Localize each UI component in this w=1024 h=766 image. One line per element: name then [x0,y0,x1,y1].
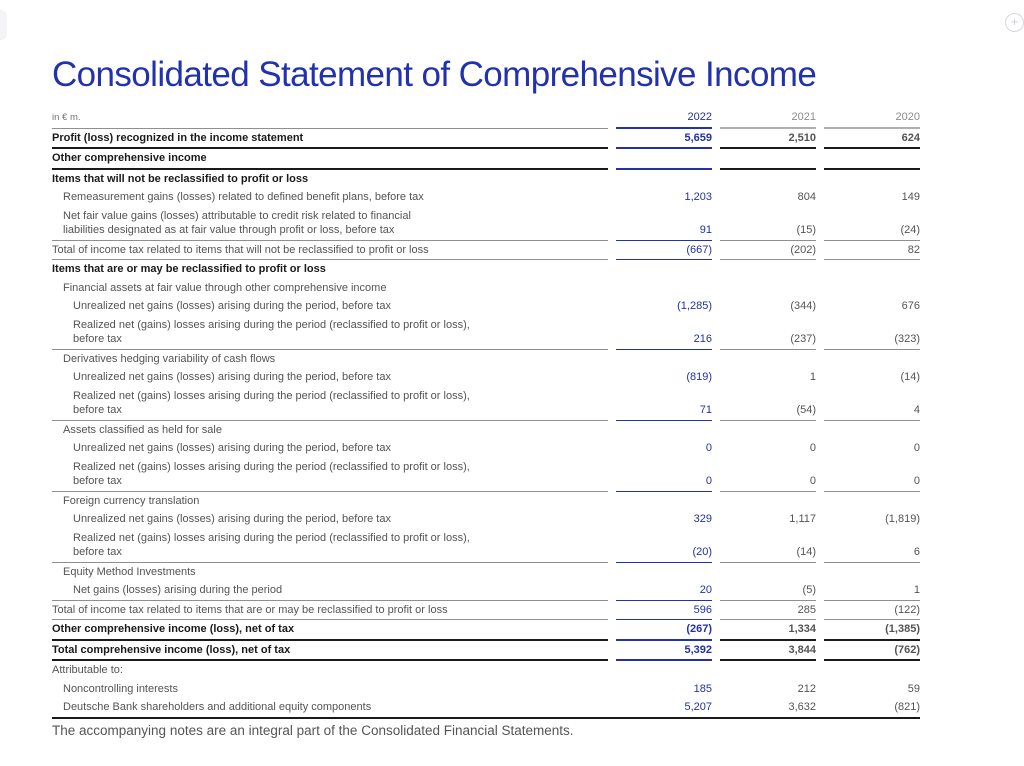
table-row [52,620,920,641]
row-label: Other comprehensive income [52,149,608,170]
table-row [52,350,920,369]
value-2021: (237) [720,330,816,350]
value-2021 [720,661,816,680]
row-label: Realized net (gains) losses arising during the period (reclassified to profit or loss), before tax [52,387,608,421]
row-label: Realized net (gains) losses arising during the period (reclassified to profit or loss), before tax [52,458,608,492]
value-2022: 71 [616,401,712,421]
table-row [52,661,920,680]
value-2020: 4 [824,401,920,421]
table-row [52,601,920,621]
table-row [52,421,920,440]
value-2020: 0 [824,472,920,492]
table-row [52,458,920,492]
value-2020 [824,563,920,582]
value-2020 [824,421,920,440]
value-2022: 596 [616,601,712,621]
value-2022: (267) [616,620,712,641]
value-2020 [824,170,920,189]
value-2021: (54) [720,401,816,421]
row-label: Profit (loss) recognized in the income statement [52,129,608,150]
value-2021 [720,279,816,298]
value-2021: 1 [809,371,816,383]
table-row [52,260,920,279]
value-2022: 5,207 [684,701,712,713]
table-row [52,279,920,298]
value-2022 [616,350,712,369]
value-2020: 1 [824,581,920,601]
row-label: Net gains (losses) arising during the period [52,581,608,601]
value-2020: (24) [824,221,920,241]
row-label: Items that will not be reclassified to profit or loss [52,172,309,185]
table-row [52,188,920,207]
value-2020 [824,279,920,298]
value-2022 [616,563,712,582]
value-2020: (1,819) [885,513,920,525]
page-title: Consolidated Statement of Comprehensive Income [52,55,817,95]
row-label: Unrealized net gains (losses) arising during the period, before tax [73,371,391,383]
table-row [52,563,920,582]
value-2022 [616,170,712,189]
value-2021 [720,421,816,440]
value-2020: 6 [824,543,920,563]
value-2020: 82 [824,241,920,261]
value-2021: 3,844 [720,641,816,662]
value-2021 [720,170,816,189]
table-row [52,387,920,421]
table-body [52,129,920,718]
value-2022: 5,392 [616,641,712,662]
row-label: Remeasurement gains (losses) related to defined benefit plans, before tax [63,191,424,203]
row-label: Unrealized net gains (losses) arising during the period, before tax [73,442,391,454]
value-2021: 285 [720,601,816,621]
value-2021: (5) [720,581,816,601]
zoom-in-icon[interactable]: + [1005,13,1024,32]
table-row [52,581,920,601]
value-2021 [720,260,816,279]
row-label: Total of income tax related to items that are or may be reclassified to profit or loss [52,601,608,621]
value-2022: 185 [693,682,712,695]
value-2021: (14) [720,543,816,563]
row-label: Derivatives hedging variability of cash flows [63,352,276,365]
column-header-2022: 2022 [616,108,712,129]
value-2021: 2,510 [720,129,816,150]
value-2021 [720,350,816,369]
value-2020: 0 [913,442,920,454]
row-label: Noncontrolling interests [63,682,178,695]
value-2021: (202) [720,241,816,261]
table-row [52,129,920,150]
table-row [52,368,920,387]
table-row [52,170,920,189]
column-header-2020: 2020 [824,108,920,129]
value-2020: (821) [894,701,920,713]
value-2020: (762) [824,641,920,662]
value-2020: (14) [900,371,920,383]
value-2022 [616,492,712,511]
row-label: Attributable to: [52,664,123,676]
table-row [52,439,920,458]
value-2020 [824,661,920,680]
table-row [52,680,920,699]
value-2021: (344) [790,300,816,312]
value-2021: 1,334 [720,620,816,641]
value-2021: 3,632 [788,701,816,713]
unit-label: in € m. [52,109,608,129]
value-2020 [824,149,920,170]
row-label: Other comprehensive income (loss), net of tax [52,620,608,641]
value-2020: 59 [907,682,920,695]
row-label: Deutsche Bank shareholders and additional equity components [63,701,372,713]
table-row [52,529,920,563]
table-row [52,510,920,529]
value-2020 [824,350,920,369]
value-2022 [616,260,712,279]
value-2021: 0 [809,442,816,454]
value-2020: 676 [901,300,920,312]
value-2022 [616,149,712,170]
value-2022 [616,421,712,440]
table-row [52,316,920,350]
value-2022: 216 [616,330,712,350]
row-label: Total of income tax related to items that will not be reclassified to profit or loss [52,241,608,261]
page-edge-tab [0,10,7,40]
value-2021: 1,117 [789,513,816,525]
row-label: Assets classified as held for sale [63,423,222,436]
table-row [52,297,920,316]
row-label: Total comprehensive income (loss), net of tax [52,641,608,662]
table-row [52,641,920,662]
row-label: Realized net (gains) losses arising during the period (reclassified to profit or loss), before tax [52,316,608,350]
value-2021: 0 [720,472,816,492]
value-2020: (323) [824,330,920,350]
value-2022: 0 [705,442,712,454]
value-2021: 212 [797,682,816,695]
row-label: Financial assets at fair value through other comprehensive income [63,281,387,294]
row-label: Unrealized net gains (losses) arising during the period, before tax [73,300,391,312]
value-2022: (1,285) [677,300,712,312]
table-row [52,149,920,170]
value-2022 [616,279,712,298]
value-2022: 329 [693,513,712,525]
value-2022: 0 [616,472,712,492]
value-2021: 804 [797,191,816,203]
footnote: The accompanying notes are an integral part of the Consolidated Financial Statements. [52,722,574,738]
value-2020: (1,385) [824,620,920,641]
value-2022: 5,659 [616,129,712,150]
row-label: Net fair value gains (losses) attributable to credit risk related to financial liabilities designated as at fair value through profit or loss, before tax [52,207,608,241]
table-row [52,207,920,241]
row-label: Equity Method Investments [63,565,196,578]
value-2020: 149 [901,191,920,203]
value-2022 [616,661,712,680]
row-label: Realized net (gains) losses arising during the period (reclassified to profit or loss), before tax [52,529,608,563]
value-2021 [720,492,816,511]
table-row [52,241,920,261]
comprehensive-income-table [52,108,920,719]
value-2020: (122) [824,601,920,621]
value-2020 [824,492,920,511]
table-row [52,698,920,718]
value-2021: (15) [720,221,816,241]
value-2020: 624 [824,129,920,150]
row-label: Unrealized net gains (losses) arising during the period, before tax [73,513,391,525]
table-header-row [52,108,920,129]
value-2021 [720,563,816,582]
value-2021 [720,149,816,170]
row-label: Items that are or may be reclassified to profit or loss [52,263,326,275]
value-2020 [824,260,920,279]
column-header-2021: 2021 [720,108,816,129]
value-2022: (667) [616,241,712,261]
value-2022: 91 [616,221,712,241]
row-label: Foreign currency translation [63,494,200,507]
value-2022: 20 [616,581,712,601]
value-2022: (20) [616,543,712,563]
table-row [52,492,920,511]
value-2022: 1,203 [684,191,712,203]
value-2022: (819) [686,371,712,383]
